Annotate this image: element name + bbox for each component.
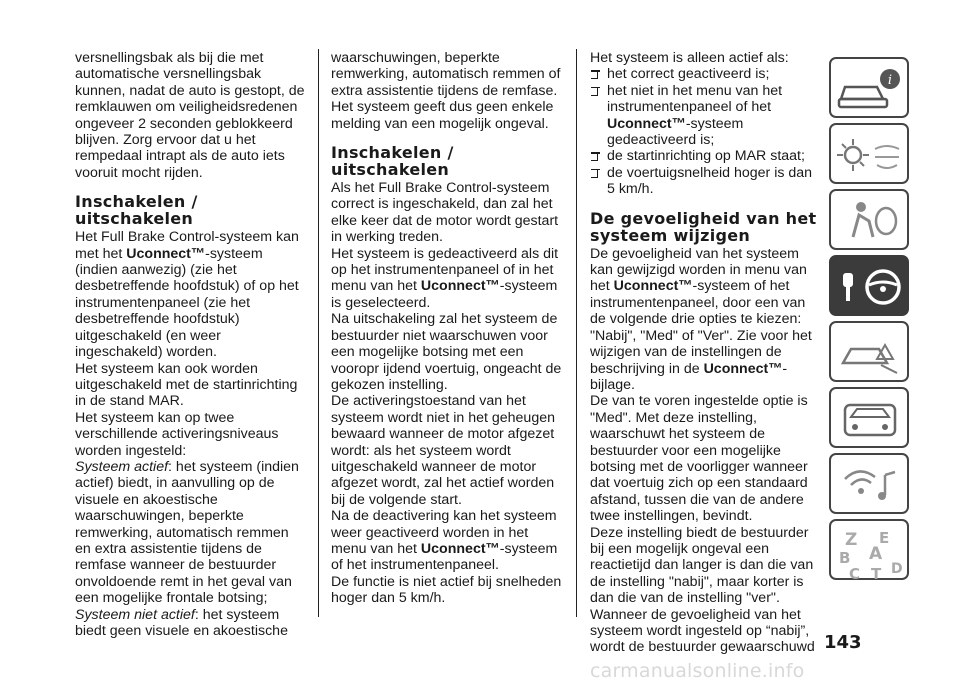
text-column-3	[590, 50, 822, 656]
tab-safety[interactable]	[829, 189, 909, 250]
tab-emergency[interactable]	[829, 321, 909, 382]
paragraph: De functie is niet actief bij snelheden hoger dan 5 km/h.	[331, 573, 562, 607]
key-steering-wheel-icon	[831, 257, 909, 316]
paragraph: Systeem actief: het systeem (indien actief) biedt, in aanvulling op de visuele en akoestische waarschuwingen, beperkte remwerking, automatisch remmen en extra assistentie tijdens de remfase wanneer de bestuurder onvoldoende remt in het geval van een mogelijke frontale botsing;	[75, 458, 299, 607]
breakdown-triangle-icon	[831, 323, 909, 382]
section-heading: Inschakelen / uitschakelen	[331, 143, 454, 180]
section-heading: De gevoeligheid van het systeem wijzigen	[590, 208, 817, 245]
paragraph: Het Full Brake Control-systeem kan met het Uconnect™-systeem (indien aanwezig) (zie het desbetreffende hoofdstuk) of op het instrumentenpaneel (zie het desbetreffende hoofdstuk) uitgeschakeld (en weer ingeschakeld) worden.	[75, 229, 299, 361]
list-item: het correct geactiveerd is;	[590, 66, 822, 82]
svg-text:B: B	[839, 549, 851, 567]
alphabetical-index-icon	[831, 521, 909, 596]
paragraph: De gevoeligheid van het systeem kan gewijzigd worden in menu van het Uconnect™-systeem of het instrumentenpaneel, door een van de volgende drie opties te kiezen: "Nabij", "Med" of "Ver". Zie voor het wijzigen van de instellingen de beschrijving in de Uconnect™-bijlage.	[590, 245, 812, 393]
list-item: de voertuigsnelheid hoger is dan 5 km/h.	[590, 165, 822, 198]
condition-list	[590, 66, 822, 197]
dashboard-lights-icon	[831, 125, 909, 184]
tab-maintenance[interactable]	[829, 387, 909, 448]
svg-text:A: A	[869, 544, 883, 564]
brand-name: Uconnect™	[420, 278, 500, 295]
paragraph: Het systeem kan op twee verschillende activeringsniveaus worden ingesteld:	[75, 409, 279, 459]
brand-name: Uconnect™	[613, 278, 693, 295]
paragraph: waarschuwingen, beperkte remwerking, automatisch remmen of extra assistentie tijdens de remfase. Het systeem geeft dus geen enkele melding van een mogelijk ongeval.	[331, 50, 561, 132]
paragraph: Na uitschakeling zal het systeem de bestuurder niet waarschuwen voor een mogelijke botsing met een vooropr ijdend voertuig, ongeacht de gekozen instelling.	[331, 311, 562, 393]
text-column-2	[331, 50, 563, 607]
footer-watermark: carmanualsonline.info	[590, 660, 805, 682]
safety-airbag-icon	[831, 191, 909, 250]
text-column-1	[75, 50, 307, 639]
column-divider	[318, 49, 319, 617]
svg-text:D: D	[891, 561, 903, 577]
paragraph: De van te voren ingestelde optie is "Med". Met deze instelling, waarschuwt het systeem de bestuurder voor een mogelijke botsing met de voorligger wanneer dat voertuig zich op een standaard afstand, tussen die van de andere twee instellingen, bevindt.	[590, 393, 808, 525]
paragraph: Systeem niet actief: het systeem biedt geen visuele en akoestische	[75, 606, 288, 639]
paragraph: Na de deactivering kan het systeem weer geactiveerd worden in het menu van het Uconnect™-systeem of het instrumentenpaneel.	[331, 508, 558, 574]
tab-car-info[interactable]	[829, 57, 909, 118]
svg-text:T: T	[871, 565, 882, 583]
paragraph: Deze instelling biedt de bestuurder bij een mogelijk ongeval een reactietijd dan langer is dan die van de instelling "nabij", maar korter is dan die van de instelling "ver".	[590, 524, 814, 607]
paragraph: De activeringstoestand van het systeem wordt niet in het geheugen bewaard wanneer de motor afgezet wordt: als het systeem wordt uitgeschakeld wanneer de motor afgezet wordt, zal het actief worden bij de volgende start.	[331, 393, 555, 508]
tab-index[interactable]	[829, 519, 909, 583]
brand-name: Uconnect™	[607, 115, 686, 132]
car-info-icon	[831, 59, 909, 118]
svg-text:i: i	[887, 73, 893, 88]
paragraph: Het systeem is gedeactiveerd als dit op het instrumentenpaneel of in het menu van het Uconnect™-systeem is geselecteerd.	[331, 245, 559, 311]
tab-starting-driving[interactable]	[829, 255, 909, 316]
paragraph: Het systeem is alleen actief als:	[590, 50, 789, 66]
list-item: het niet in het menu van het instrumentenpaneel of het Uconnect™-systeem gedeactiveerd is;	[590, 83, 822, 149]
paragraph: Als het Full Brake Control-systeem correct is ingeschakeld, dan zal het elke keer dat de motor wordt gestart in werking treden.	[331, 180, 559, 246]
section-heading: Inschakelen / uitschakelen	[75, 192, 198, 229]
svg-text:Z: Z	[845, 530, 858, 550]
multimedia-icon	[831, 455, 909, 514]
list-item: de startinrichting op MAR staat;	[590, 148, 822, 164]
brand-name: Uconnect™	[126, 245, 206, 262]
paragraph: versnellingsbak als bij die met automatische versnellingsbak kunnen, nadat de auto is gestopt, de remklauwen om veiligheidsredenen ongeveer 2 seconden geblokkeerd blijven. Zorg ervoor dat u het rempedaal intrapt als de auto iets vooruit mocht rijden.	[75, 50, 305, 181]
brand-name: Uconnect™	[703, 360, 783, 377]
brand-name: Uconnect™	[420, 540, 500, 557]
column-divider	[576, 49, 577, 617]
paragraph: Wanneer de gevoeligheid van het systeem wordt ingesteld op “nabij”, wordt de bestuurder gewaarschuwd	[590, 606, 815, 656]
svg-text:E: E	[879, 529, 890, 547]
tab-dashboard-lights[interactable]	[829, 123, 909, 184]
tab-multimedia[interactable]	[829, 453, 909, 514]
maintenance-car-icon	[831, 389, 909, 448]
page-number: 143	[824, 632, 862, 653]
paragraph: Het systeem kan ook worden uitgeschakeld met de startinrichting in de stand MAR.	[75, 360, 298, 410]
svg-text:C: C	[849, 565, 861, 583]
